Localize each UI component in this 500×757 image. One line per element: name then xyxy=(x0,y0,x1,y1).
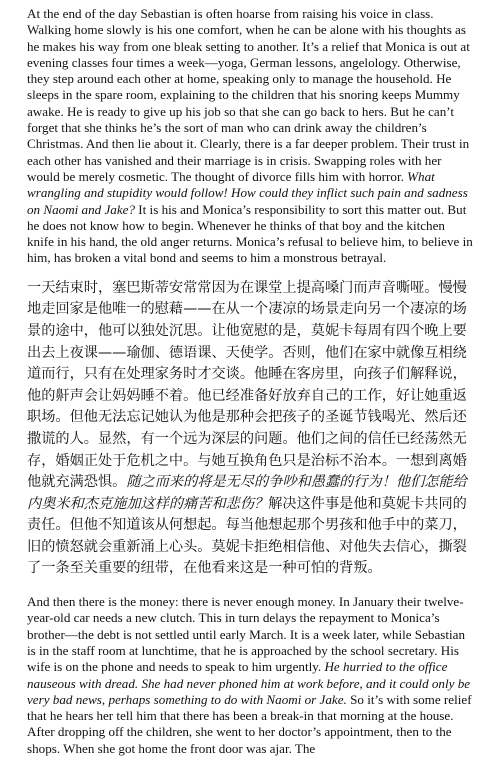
document-page xyxy=(27,6,475,757)
paragraph-2-text-b: 解决这件事是他和莫妮卡共同的责任。但他不知道该从何想起。每当他想起那个男孩和他手中的菜刀，旧的愤怒就会重新涌上心头。莫妮卡拒绝相信他、对他失去信心，撕裂了一条至关重要的纽带，在他看来这是一种可怕的背叛。 xyxy=(27,495,467,577)
paragraph-2-italic: 随之而来的将是无尽的争吵和愚蠢的行为！他们怎能给内奥米和杰克施加这样的痛苦和悲伤？ xyxy=(27,474,467,512)
paragraph-3-text-b: So it’s with some relief that he hears her tell him that there has been a break-in that morning at the house. After dropping off the children, she went to her doctor’s appointment, then to the shops. When she got home the front door was ajar. The xyxy=(27,691,472,756)
paragraph-chinese xyxy=(27,278,475,580)
paragraph-3-italic: He hurried to the office nauseous with dread. She had never phoned him at work before, and it could only be very bad news, perhaps something to do with Naomi or Jake. xyxy=(27,659,471,707)
paragraph-1-italic: What wrangling and stupidity would follow! How could they inflict such pain and sadness on Naomi and Jake? xyxy=(27,168,468,217)
paragraph-1-text-b: It is his and Monica’s responsibility to sort this matter out. But he does not know how to begin. Whenever he thinks of that boy and the kitchen knife in his hand, the old anger returns. Monica’s refusal to believe him, to believe in him, has broken a vital bond and seems to him a monstrous betrayal. xyxy=(27,201,473,266)
paragraph-2-text-a: 一天结束时，塞巴斯蒂安常常因为在课堂上提高嗓门而声音嘶哑。慢慢地走回家是他唯一的慰藉——在从一个凄凉的场景走向另一个凄凉的场景的途中，他可以独处沉思。让他宽慰的是，莫妮卡每周有四个晚上要出去上夜课——瑜伽、德语课、天使学。否则，他们在家中就像互相绕道而行，只有在处理家务时才交谈。他睡在客房里，向孩子们解释说，他的鼾声会让妈妈睡不着。他已经准备好放弃自己的工作，好让她重返职场。但他无法忘记她认为他是那种会把孩子的圣诞节钱喝光、然后还撒谎的人。显然，有一个远为深层的问题。他们之间的信任已经荡然无存，婚姻正处于危机之中。与她互换角色只是治标不治本。一想到离婚他就充满恐惧。 xyxy=(27,279,467,491)
paragraph-3-text-a: And then there is the money: there is never enough money. In January their twelve-year-old car needs a new clutch. This in turn delays the repayment to Monica’s brother—the debt is not settled until early March. It is a week later, while Sebastian is in the staff room at lunchtime, that he is approached by the school secretary. His wife is on the phone and needs to speak to him urgently. xyxy=(27,594,465,675)
paragraph-english-2 xyxy=(27,594,475,757)
paragraph-1-text-a: At the end of the day Sebastian is often hoarse from raising his voice in class. Walking home slowly is his one comfort, when he can be alone with his thoughts as he makes his way from one bleak setting to another. It’s a relief that Monica is out at evening classes four times a week—yoga, German lessons, angelology. Otherwise, they step around each other at home, speaking only to manage the household. He sleeps in the spare room, explaining to the children that his snoring keeps Mummy awake. He is ready to give up his job so that she can go back to hers. But he can’t forget that she thinks he’s the sort of man who can drink away the children’s Christmas. And then lie about it. Clearly, there is a far deeper problem. Their trust in each other has vanished and their marriage is in crisis. Swapping roles with her would be merely cosmetic. The thought of divorce fills him with horror. xyxy=(27,6,470,184)
paragraph-english-1 xyxy=(27,6,475,267)
